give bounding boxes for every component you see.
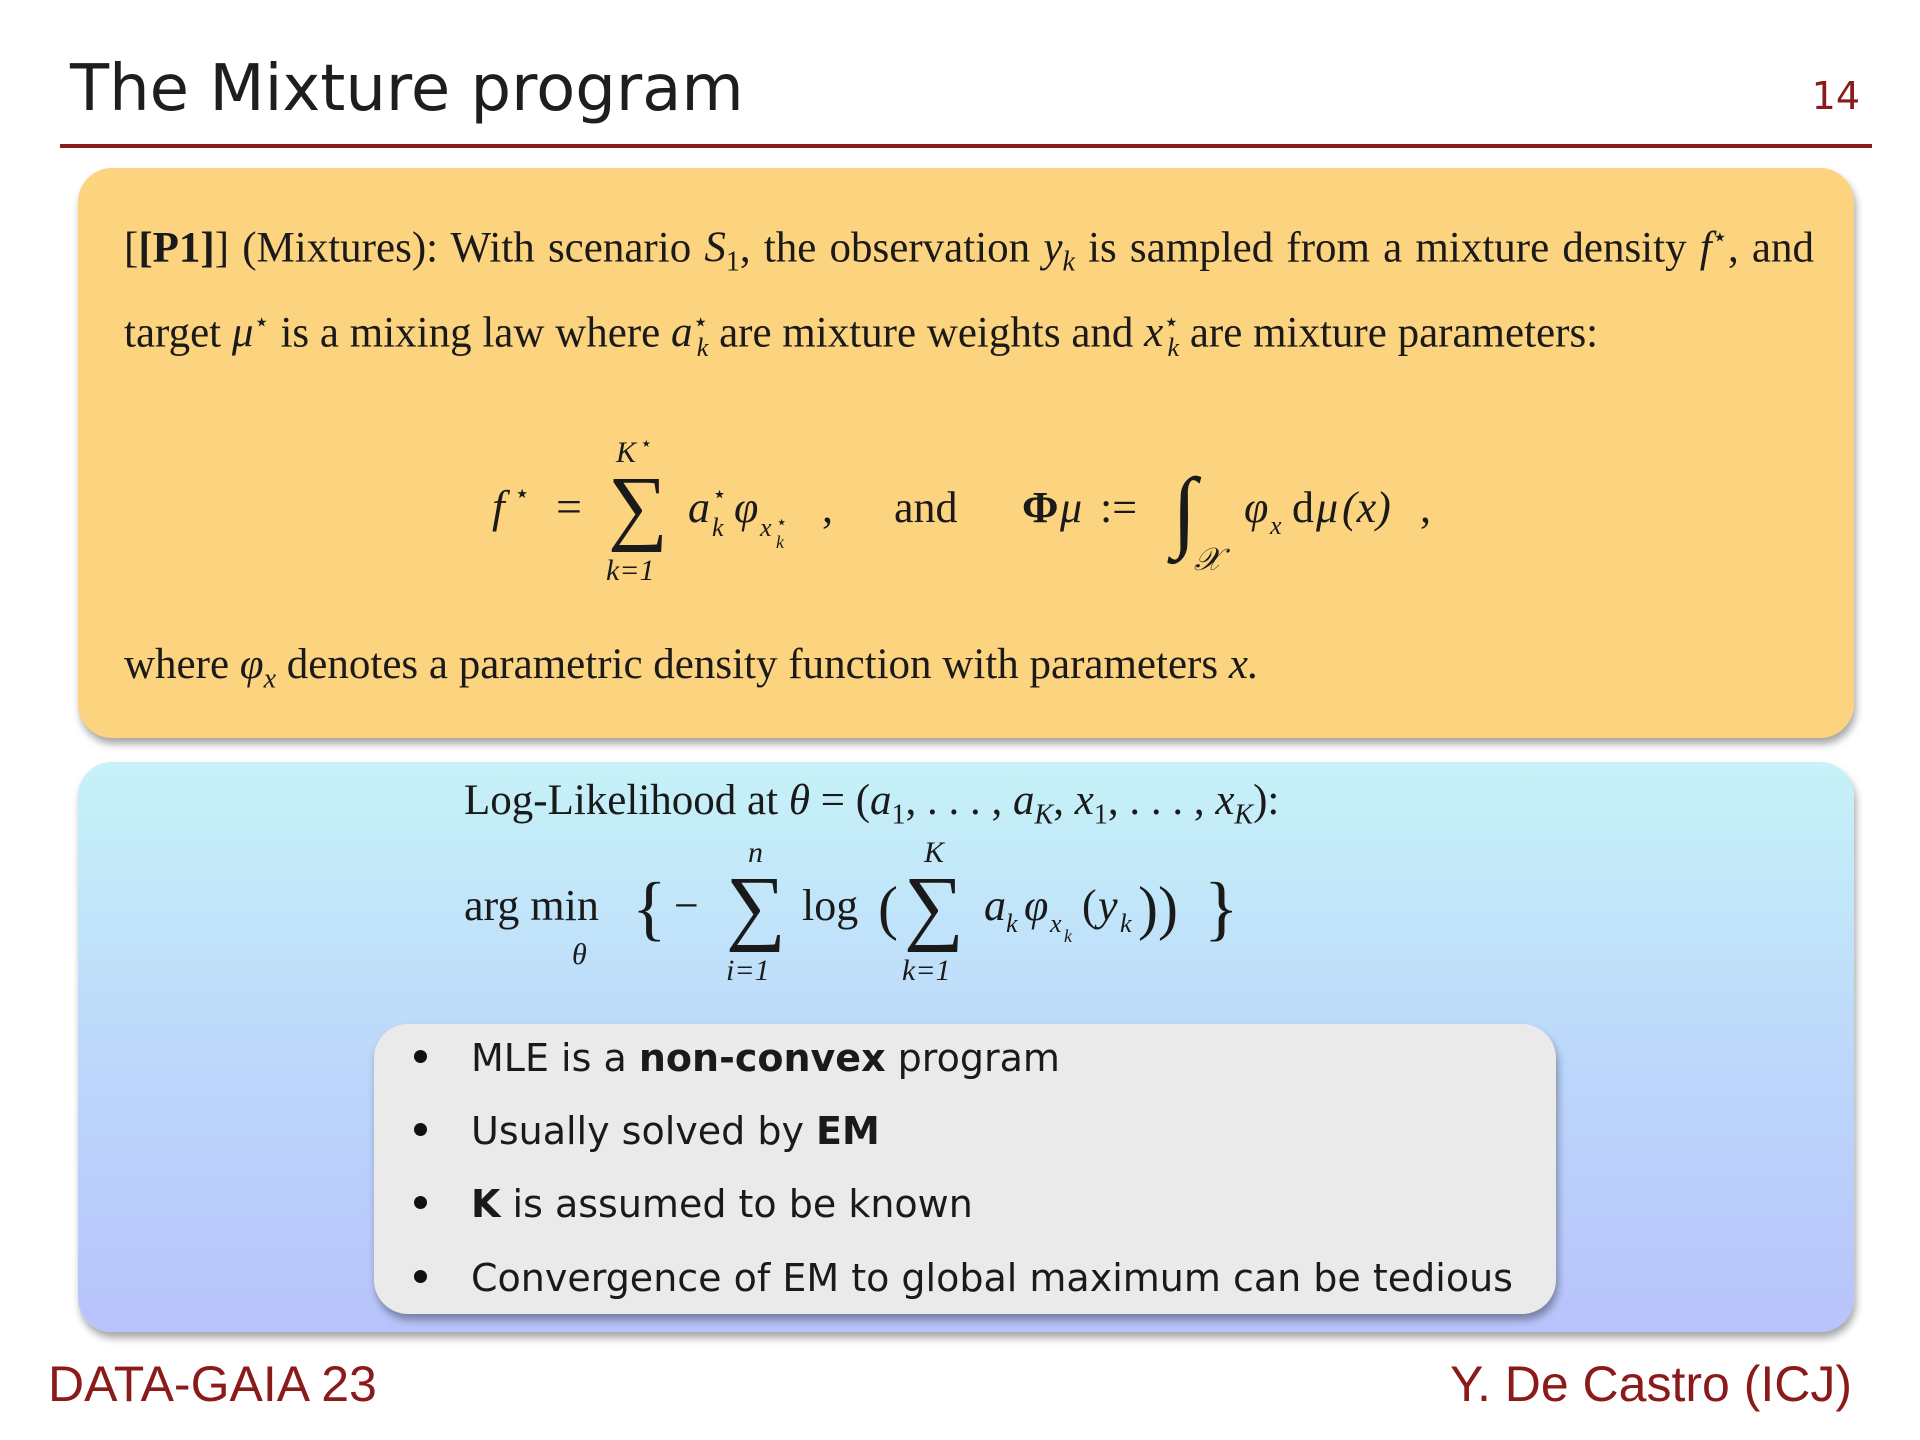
bullet-item: Convergence of EM to global maximum can be tedious (414, 1256, 1513, 1300)
problem-name: (Mixtures): (242, 224, 439, 272)
phi-x-sub: x (1270, 511, 1282, 540)
page-number: 14 (1811, 74, 1860, 118)
phi-sub-k: k (776, 532, 784, 552)
bullet-dot-icon (414, 1050, 427, 1063)
brace-open: { (632, 868, 667, 948)
sum-upper-k: K (616, 436, 637, 469)
sum-k-upper: K (924, 836, 945, 869)
problem-text-6: are mixture weights and (719, 309, 1134, 357)
phi-x-inline: $\varphi_x$ (239, 641, 277, 695)
title-rule (60, 144, 1872, 148)
phi-x: φ (1244, 483, 1269, 532)
comma-1: , (822, 483, 833, 532)
problem-text-1: With scenario (450, 224, 692, 272)
mixture-formula (0, 420, 1920, 610)
argmin-label: arg min (464, 881, 599, 930)
phi-symbol: φ (734, 483, 759, 532)
bullet-item: K is assumed to be known (414, 1182, 973, 1226)
mu-symbol: μ (1060, 483, 1083, 532)
f-star-symbol: f⋆ (1699, 223, 1728, 272)
phi-symbol-2: φ (1024, 881, 1049, 930)
lhs-f: f (492, 481, 505, 532)
sum-i-symbol: ∑ (726, 860, 786, 953)
slide-title: The Mixture program (70, 52, 744, 126)
equals-sign: = (556, 481, 582, 532)
integral-sign: ∫ (1172, 461, 1197, 560)
and-word: and (894, 483, 958, 532)
problem-paragraph: [[P1]] (Mixtures): With scenario $S_1$, the observation $y_k$ is sampled from a mixture density f⋆, and target μ⋆ is a mixing law where $a^⋆_k$ are mixture weights and $x^⋆_k$ are mixture parameters: (124, 223, 1815, 362)
a-k-star-symbol: $a^⋆_k$ (670, 307, 709, 362)
log-word: log (802, 881, 859, 930)
bullet-item: Usually solved by EM (414, 1109, 880, 1153)
mu-star-symbol: μ⋆ (231, 307, 270, 357)
footer-right: Y. De Castro (ICJ) (1450, 1356, 1852, 1412)
problem-text-5: is a mixing law where (280, 309, 661, 357)
paren-open: ( (878, 875, 898, 941)
problem-text-2: , the observation (739, 224, 1031, 272)
sum-symbol: ∑ (608, 460, 668, 553)
phi-sub-x: x (760, 513, 772, 542)
loglik-title: Log-Likelihood at $\theta = (a_1$, . . . , $a_K$, $x_1$, . . . , $x_K$): (464, 777, 1280, 831)
integral-domain: 𝒳 (1194, 541, 1222, 577)
problem-text-4: , and target (124, 224, 1815, 357)
argmin-sub-theta: θ (572, 938, 587, 971)
a-symbol: a (688, 483, 710, 532)
where-line: where $\varphi_x$ denotes a parametric density function with parameters x. (124, 641, 1259, 695)
a-sub-k: k (712, 513, 724, 542)
problem-text-7: are mixture parameters: (1189, 309, 1599, 357)
sum-k-lower: k=1 (902, 954, 951, 987)
sum-lower: k=1 (606, 554, 655, 587)
scenario-symbol: $S_1$ (704, 224, 740, 278)
x-k-star-symbol: $x^⋆_k$ (1144, 307, 1180, 362)
comma-2: , (1420, 483, 1431, 532)
brace-close: } (1204, 868, 1239, 948)
problem-text-3: is sampled from a mixture density (1088, 224, 1687, 272)
a-k-sub: k (1006, 909, 1018, 938)
sum-k-symbol: ∑ (904, 860, 964, 953)
loglik-formula (0, 836, 1920, 996)
mu-argument: (x) (1342, 483, 1391, 532)
phi-sub-x-2: x (1050, 909, 1062, 938)
bullet-item: MLE is a non-convex program (414, 1036, 1060, 1080)
y-symbol: y (1098, 881, 1118, 930)
phi-sub-k-2: k (1064, 926, 1072, 946)
a-k-symbol: a (984, 881, 1006, 930)
bullet-dot-icon (414, 1196, 427, 1209)
lhs-star: ⋆ (514, 479, 531, 508)
y-sub-k: k (1120, 909, 1132, 938)
a-star: ⋆ (712, 482, 728, 508)
Phi-symbol: Φ (1022, 483, 1059, 532)
sum-upper-star: ⋆ (640, 433, 653, 455)
d-symbol: d (1292, 483, 1314, 532)
sum-i-lower: i=1 (726, 954, 770, 987)
y-paren-open: ( (1082, 881, 1097, 930)
minus-sign: − (674, 881, 699, 930)
observation-symbol: $y_k$ (1043, 224, 1075, 278)
dmu-symbol: μ (1316, 483, 1339, 532)
paren-close: )) (1138, 875, 1178, 941)
bullet-dot-icon (414, 1270, 427, 1283)
problem-label: [P1] (138, 224, 215, 272)
bullet-dot-icon (414, 1123, 427, 1136)
footer-left: DATA-GAIA 23 (48, 1356, 377, 1412)
sum-i-upper: n (748, 836, 763, 869)
assign-sign: := (1100, 483, 1138, 532)
phi-sub-star: ⋆ (776, 512, 788, 532)
